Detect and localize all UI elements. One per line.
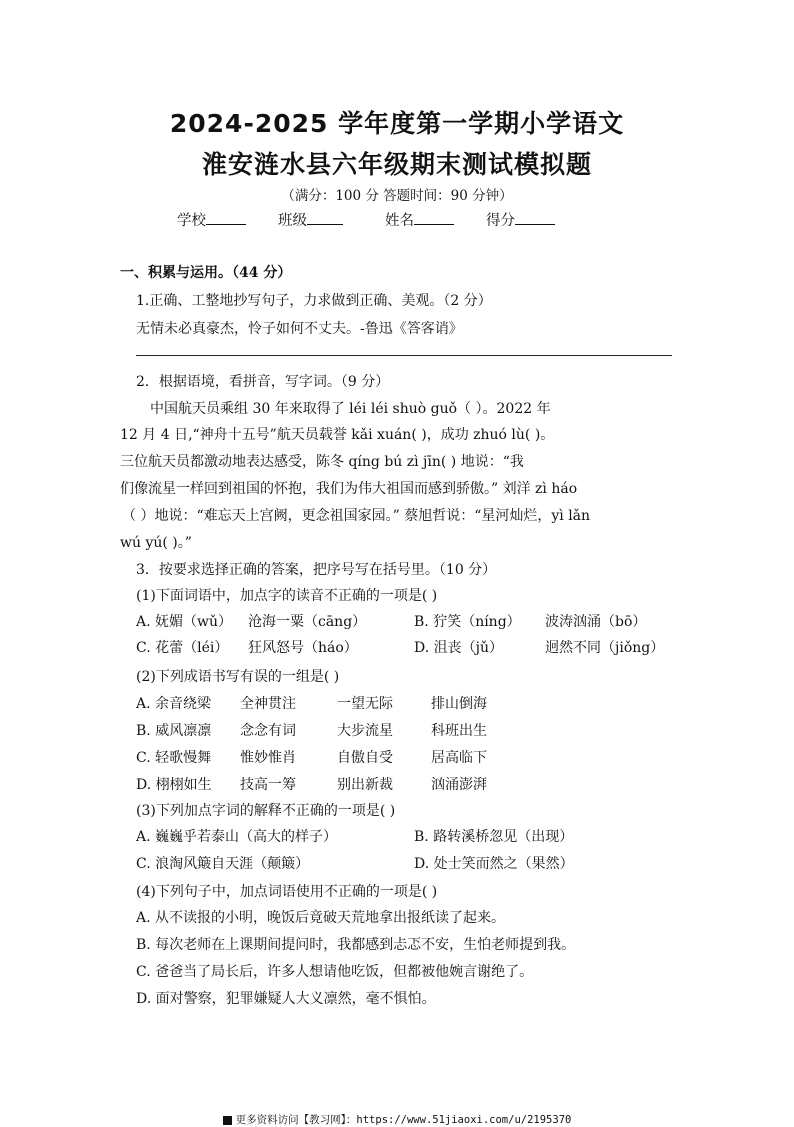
option: C. 花蕾（léi） bbox=[136, 640, 229, 656]
option: 迥然不同（jiǒng） bbox=[545, 640, 665, 656]
title-line-1: 2024-2025 学年度第一学期小学语文 bbox=[169, 109, 625, 138]
title-line-2: 淮安涟水县六年级期末测试模拟题 bbox=[201, 150, 592, 179]
option: B. 狞笑（níng） bbox=[414, 614, 521, 630]
option: 技高一筹 bbox=[240, 777, 296, 793]
option: A. 余音绕梁 bbox=[136, 696, 212, 712]
option: 自傲自受 bbox=[337, 750, 393, 766]
option: 排山倒海 bbox=[431, 696, 487, 712]
field-class: 班级 bbox=[278, 209, 343, 230]
option: 大步流星 bbox=[337, 723, 393, 739]
section-heading: 一、积累与运用。（44 分） bbox=[120, 265, 292, 281]
option: D. 面对警察，犯罪嫌疑人大义凛然，毫不惧怕。 bbox=[136, 991, 436, 1007]
option: 居高临下 bbox=[431, 750, 487, 766]
option: 一望无际 bbox=[337, 696, 393, 712]
q1-answer-line bbox=[136, 355, 672, 356]
option: 科班出生 bbox=[431, 723, 487, 739]
option: 狂风怒号（háo） bbox=[248, 640, 358, 656]
q3-sub4-stem: (4)下列句子中，加点词语使用不正确的一项是( ) bbox=[136, 884, 438, 900]
option: B. 路转溪桥忽见（出现） bbox=[414, 829, 574, 845]
option: 念念有词 bbox=[240, 723, 296, 739]
option: 沧海一粟（cāng） bbox=[248, 614, 367, 630]
option: 汹涌澎湃 bbox=[431, 777, 487, 793]
option: A. 妩媚（wǔ） bbox=[136, 614, 233, 630]
option: D. 处士笑而然之（果然） bbox=[414, 856, 574, 872]
field-school: 学校 bbox=[177, 209, 246, 230]
option: 惟妙惟肖 bbox=[240, 750, 296, 766]
option: A. 巍巍乎若泰山（高大的样子） bbox=[136, 829, 338, 845]
option: D. 栩栩如生 bbox=[136, 777, 212, 793]
exam-subtitle: （满分：100 分 答题时间：90 分钟） bbox=[281, 188, 513, 204]
q2-line: 们像流星一样回到祖国的怀抱，我们为伟大祖国而感到骄傲。” 刘洋 zì háo bbox=[120, 481, 578, 497]
field-name: 姓名 bbox=[385, 209, 454, 230]
q3-prompt: 3．按要求选择正确的答案，把序号写在括号里。（10 分） bbox=[136, 562, 497, 578]
q2-line: 三位航天员都激动地表达感受，陈冬 qíng bú zì jīn( ) 地说：“我 bbox=[120, 454, 524, 470]
option: 波涛汹涌（bō） bbox=[545, 614, 647, 630]
option: C. 轻歌慢舞 bbox=[136, 750, 212, 766]
option: B. 威风凛凛 bbox=[136, 723, 212, 739]
footer-link[interactable]: 更多资料访问【教习网】：https://www.51jiaoxi.com/u/2195370 bbox=[235, 1114, 572, 1126]
q1-prompt: 1.正确、工整地抄写句子，力求做到正确、美观。（2 分） bbox=[136, 293, 492, 309]
option: C. 爸爸当了局长后，许多人想请他吃饭，但都被他婉言谢绝了。 bbox=[136, 964, 534, 980]
q1-quote: 无情未必真豪杰，怜子如何不丈夫。-鲁迅《答客诮》 bbox=[136, 321, 463, 337]
option: 全神贯注 bbox=[240, 696, 296, 712]
flag-icon bbox=[223, 1116, 232, 1125]
footer bbox=[0, 1112, 794, 1127]
q3-sub2-stem: (2)下列成语书写有误的一组是( ) bbox=[136, 669, 340, 685]
option: B. 每次老师在上课期间提问时，我都感到忐忑不安，生怕老师提到我。 bbox=[136, 937, 576, 953]
option: 别出新裁 bbox=[337, 777, 393, 793]
q2-line: 12 月 4 日,“神舟十五号”航天员载誉 kǎi xuán( )，成功 zhuó lù( )。 bbox=[120, 427, 555, 443]
option: A. 从不读报的小明，晚饭后竟破天荒地拿出报纸读了起来。 bbox=[136, 910, 506, 926]
q2-line: （ ）地说：“难忘天上宫阙，更念祖国家园。” 蔡旭哲说：“星河灿烂，yì lǎn bbox=[122, 508, 591, 524]
option: D. 沮丧（jǔ） bbox=[414, 640, 503, 656]
q2-line: wú yú( )。” bbox=[120, 535, 192, 551]
q2-line: 中国航天员乘组 30 年来取得了 léi léi shuò guǒ（ ）。2022 年 bbox=[150, 401, 551, 417]
q2-prompt: 2．根据语境，看拼音，写字词。（9 分） bbox=[136, 374, 390, 390]
q3-sub1-stem: (1)下面词语中，加点字的读音不正确的一项是( ) bbox=[136, 588, 438, 604]
field-score: 得分 bbox=[486, 209, 555, 230]
option: C. 浪淘风簸自天涯（颠簸） bbox=[136, 856, 310, 872]
q3-sub3-stem: (3)下列加点字词的解释不正确的一项是( ) bbox=[136, 803, 396, 819]
